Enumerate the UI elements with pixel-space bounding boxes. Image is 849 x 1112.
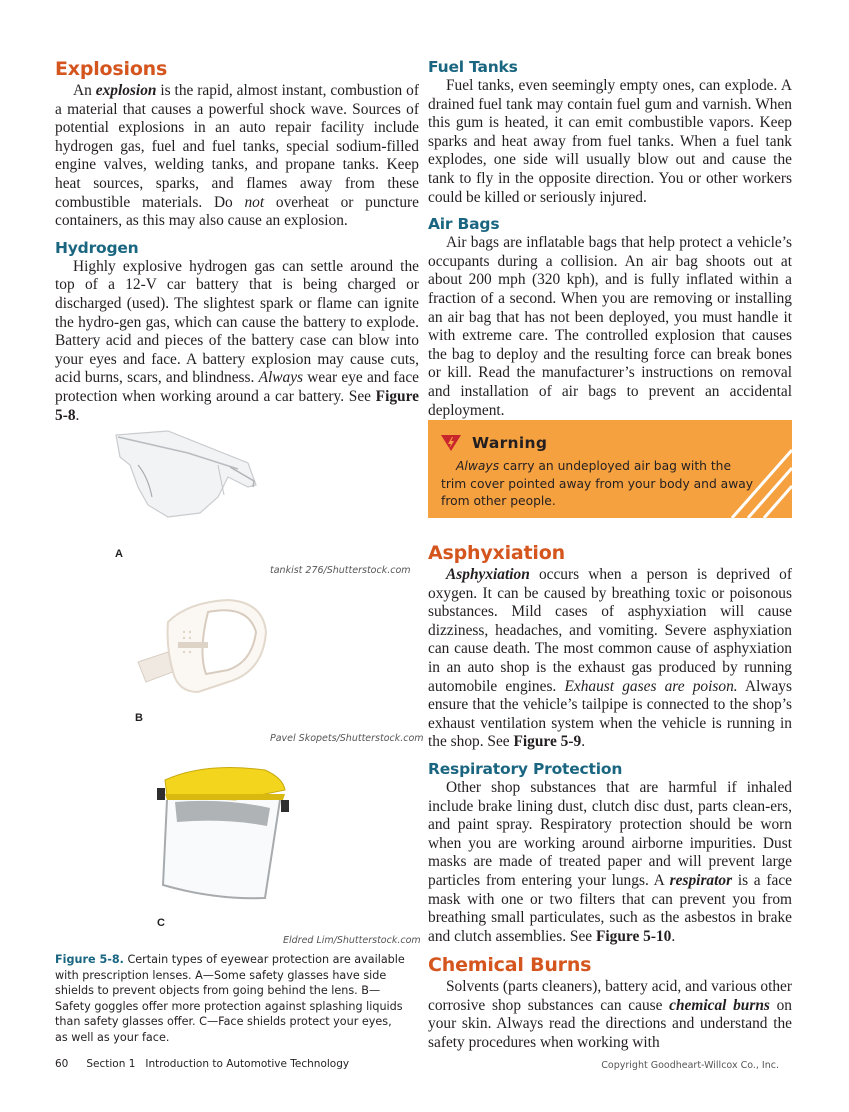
figure-image-c-face-shield bbox=[155, 760, 295, 910]
emphasis-exhaust: Exhaust gases are poison. bbox=[564, 677, 738, 695]
warning-header bbox=[440, 434, 547, 452]
page-footer bbox=[55, 1058, 367, 1070]
face-shield-icon bbox=[155, 760, 295, 910]
figure-reference[interactable]: Figure 5-8 bbox=[55, 387, 419, 424]
figure-letter-c: C bbox=[157, 917, 165, 929]
figure-reference[interactable]: Figure 5-10 bbox=[595, 927, 672, 945]
figure-letter-a: A bbox=[115, 548, 123, 560]
caption-label: Figure 5-8. bbox=[55, 953, 124, 966]
warning-title: Warning bbox=[472, 434, 548, 452]
left-column bbox=[55, 58, 419, 433]
right-column bbox=[428, 58, 792, 428]
credit-a: tankist 276/Shutterstock.com bbox=[270, 565, 411, 576]
paragraph-hydrogen: Highly explosive hydrogen gas can settle around the top of a 12-V car battery that is being charged or discharged (used). The slightest spark or flame can ignite the hydro-gen gas, which can cause the battery to explode. Battery acid and pieces of the battery case can blow into your eyes and face. A battery explosion may cause cuts, acid burns, scars, and blindness. Always wear eye and face protection when working around a car battery. See Figure 5-8. bbox=[55, 257, 419, 424]
section-hydrogen bbox=[55, 239, 419, 425]
heading-air-bags: Air Bags bbox=[428, 215, 500, 234]
term-asphyxiation: Asphyxiation bbox=[446, 566, 530, 583]
figure-image-a-safety-glasses bbox=[108, 425, 258, 525]
heading-chemical-burns: Chemical Burns bbox=[428, 954, 592, 977]
heading-hydrogen: Hydrogen bbox=[55, 238, 139, 257]
section-air-bags bbox=[428, 215, 792, 420]
section-fuel-tanks bbox=[428, 58, 792, 207]
right-column-lower bbox=[428, 542, 792, 1061]
credit-b: Pavel Skopets/Shutterstock.com bbox=[270, 733, 424, 744]
figure-image-b-safety-goggles bbox=[128, 592, 268, 702]
paragraph-asphyxiation: Asphyxiation occurs when a person is deprived of oxygen. It can be caused by breathing toxic or poisonous substances. Mild cases of asphyxiation will cause dizziness, headaches, and vomiting. Severe asphyxiation can cause death. The most common cause of asphyxiation in an auto shop is the exhaust gas produced by running automobile engines. Exhaust gases are poison. Always ensure that the vehicle’s tailpipe is connected to the shop’s exhaust ventilation system when the vehicle is running in the shop. See Figure 5-9. bbox=[428, 566, 792, 751]
figure-caption bbox=[55, 952, 405, 1045]
safety-glasses-icon bbox=[108, 425, 258, 525]
paragraph-air-bags: Air bags are inflatable bags that help protect a vehicle’s occupants during a collision. An air bag shoots out at about 200 mph (320 kph), and is fully inflated within a fraction of a second. When you are removing or installing an air bag that has not been deployed, you must handle it with extreme care. The controlled explosion that causes the bag to deploy and the resulting force can break bones or kill. Read the manufacturer’s instructions on removal and installation of air bags to prevent an accidental deployment. bbox=[428, 234, 792, 419]
credit-c: Eldred Lim/Shutterstock.com bbox=[283, 935, 421, 946]
caption-text: Certain types of eyewear protection are available with prescription lenses. A—Some safety glasses have side shields to prevent objects from going behind the lens. B—Safety goggles offer more protection against splashing liquids than safety glasses offer. C—Face shields protect your eyes, as well as your face. bbox=[55, 953, 405, 1044]
section-explosions bbox=[55, 58, 419, 231]
figure-reference[interactable]: Figure 5-9 bbox=[513, 733, 582, 751]
section-chemical-burns bbox=[428, 954, 792, 1052]
copyright: Copyright Goodheart-Willcox Co., Inc. bbox=[601, 1060, 779, 1071]
paragraph-chemical-burns: Solvents (parts cleaners), battery acid, and various other corrosive shop substances can cause chemical burns on your skin. Always read the directions and understand the safety procedures when working with bbox=[428, 978, 793, 1052]
warning-lightning-icon bbox=[440, 434, 462, 452]
section-asphyxiation bbox=[428, 542, 792, 752]
safety-goggles-icon bbox=[128, 592, 268, 702]
heading-fuel-tanks: Fuel Tanks bbox=[428, 58, 518, 76]
warning-text: Always carry an undeployed air bag with the trim cover pointed away from your body and away from other people. bbox=[441, 459, 754, 508]
section-label: Section 1 bbox=[86, 1058, 136, 1070]
heading-respiratory-protection: Respiratory Protection bbox=[428, 759, 623, 778]
emphasis-not: not bbox=[244, 193, 265, 211]
heading-asphyxiation: Asphyxiation bbox=[428, 542, 565, 564]
term-respirator: respirator bbox=[669, 871, 733, 889]
heading-explosions: Explosions bbox=[55, 58, 168, 80]
page-number: 60 bbox=[55, 1058, 69, 1070]
section-respiratory-protection bbox=[428, 760, 792, 946]
figure-letter-b: B bbox=[135, 712, 143, 724]
paragraph-explosions: An explosion is the rapid, almost instant, combustion of a material that causes a powerful shock wave. Sources of potential explosions in an auto repair facility include hydrogen gas, fuel and fuel tanks, special sodium-filled engine valves, welding tanks, and propane tanks. Keep heat sources, sparks, and flames away from these combustible materials. Do not overheat or puncture containers, as this may also cause an explosion. bbox=[55, 82, 419, 230]
section-title: Introduction to Automotive Technology bbox=[145, 1058, 350, 1070]
term-chemical-burns: chemical burns bbox=[669, 996, 770, 1014]
paragraph-fuel-tanks: Fuel tanks, even seemingly empty ones, can explode. A drained fuel tank may contain fuel gum and varnish. When this gum is heated, it can emit combustible vapors. Keep sparks and heat away from fuel tanks. When a fuel tank explodes, one side will usually blow out and cause the tank to fly in the opposite direction. You or other workers could be killed or seriously injured. bbox=[428, 77, 792, 206]
term-explosion: explosion bbox=[95, 82, 157, 99]
paragraph-respiratory: Other shop substances that are harmful if inhaled include brake lining dust, clutch disc dust, parts clean-ers, and paint spray. Respiratory protection should be worn when you are working around airborne impurities. Dust masks are made of treated paper and will prevent large particles from entering your lungs. A respirator is a face mask with one or two filters that can prevent you from breathing small particulates, such as the asbestos in brake and clutch assemblies. See Figure 5-10. bbox=[428, 778, 792, 945]
warning-box bbox=[428, 420, 792, 518]
emphasis-always: Always bbox=[258, 369, 304, 387]
